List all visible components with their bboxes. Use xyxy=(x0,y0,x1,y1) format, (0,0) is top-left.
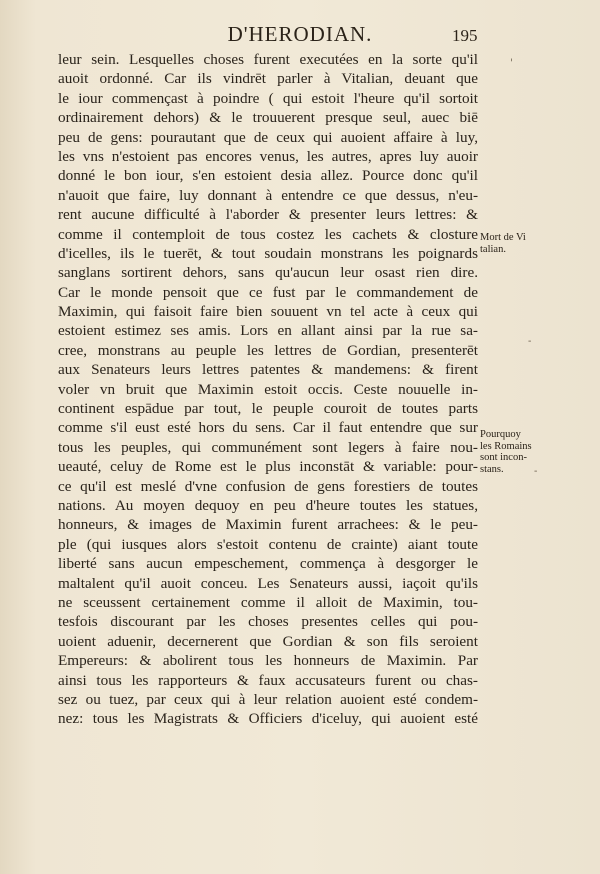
text-line: Empereurs: & abolirent tous les honneurs de Maximin. Par xyxy=(58,652,478,670)
text-line: nations. Au moyen dequoy en peu d'heure toutes les statues, xyxy=(58,496,478,514)
text-line: nez: tous les Magistrats & Officiers d'iceluy, qui auoient esté xyxy=(58,710,478,728)
text-line: liberté sans aucun empeschement, commença à desgorger le xyxy=(58,555,478,573)
margin-note-line: sont incon- xyxy=(480,452,527,463)
text-line: auoit ordonné. Car ils vindrēt parler à Vitalian, deuant que xyxy=(58,70,478,88)
margin-note-line: Mort de Vi xyxy=(480,232,526,243)
text-line: ple (qui iusques alors s'estoit contenu de crainte) aiant toute xyxy=(58,535,478,553)
text-line: cree, monstrans au peuple les lettres de Gordian, presenterēt xyxy=(58,341,478,359)
text-line: maltalent qu'il auoit conceu. Les Senateurs aussi, iaçoit qu'ils xyxy=(58,574,478,592)
margin-tick-mark: ' xyxy=(510,58,513,69)
text-line: ainsi tous les rapporteurs & faux accusateurs furent ou chas- xyxy=(58,671,478,689)
text-line: estoient estimez ses amis. Lors en allant ainsi par la rue sa- xyxy=(58,322,478,340)
text-line: ne sceussent certainement comme il alloit de Maximin, tou- xyxy=(58,593,478,611)
text-line: leur sein. Lesquelles choses furent executées en la sorte qu'il xyxy=(58,51,478,68)
margin-dash-mark: - xyxy=(534,466,538,477)
text-line: voler vn bruit que Maximin estoit occis. Ceste nouuelle in- xyxy=(58,380,478,398)
text-line: honneurs, & images de Maximin furent arrachees: & le peu- xyxy=(58,516,478,534)
text-line: comme il contemploit de tous costez les cachets & closture xyxy=(58,225,478,243)
text-line: aux Senateurs leurs lettres patentes & mandemens: & firent xyxy=(58,361,478,379)
text-line: Maximin, qui faisoit faire bien souuent vn tel acte à ceux qui xyxy=(58,303,478,321)
text-line: donné le bon iour, s'en estoient desia allez. Pource donc qu'il xyxy=(58,167,478,185)
text-line: Car le monde pensoit que ce fust par le commandement de xyxy=(58,283,478,301)
margin-note-death-of-vitalian xyxy=(480,232,540,255)
text-line: sez ou tuez, par ceux qui à leur relation auoient esté condem- xyxy=(58,690,478,708)
running-header: D'HERODIAN. xyxy=(227,22,373,46)
text-line: peu de gens: pourautant que de ceux qui auoient affaire à luy, xyxy=(58,128,478,146)
text-line: tous les peuples, qui communément sont legers à faire nou- xyxy=(58,438,478,456)
text-line: n'auoit que faire, luy donnant à entendre ce que dessus, n'eu- xyxy=(58,186,478,204)
text-line: ordinairement dehors) & le trouuerent presque seul, auec biē xyxy=(58,109,478,127)
text-line: uoient aduenir, decernerent que Gordian & son fils seroient xyxy=(58,632,478,650)
body-text xyxy=(58,50,478,729)
text-line: d'icelles, ils le tuerēt, & tout soudain monstrans les poignards xyxy=(58,244,478,262)
text-line: ce qu'il est meslé d'vne confusion de gens forestiers de toutes xyxy=(58,477,478,495)
margin-note-line: talian. xyxy=(480,243,506,255)
margin-note-line: Pourquoy xyxy=(480,429,521,440)
margin-note-roman-inconstancy xyxy=(480,429,540,475)
text-line: comme s'il eust esté hors du sens. Car il faut entendre que sur xyxy=(58,419,478,437)
text-line: continent espādue par tout, le peuple couroit de toutes parts xyxy=(58,400,478,418)
text-line: tesfois discourant par les choses presentes celles qui pou- xyxy=(58,613,478,631)
margin-note-line: les Romains xyxy=(480,440,532,452)
margin-dash-mark: - xyxy=(528,336,532,347)
text-line: les vns n'estoient pas encores venus, les autres, apres luy auoir xyxy=(58,147,478,165)
text-line: sanglans sortirent dehors, sans qu'aucun leur osast rien dire. xyxy=(58,264,478,282)
text-line: le iour commençast à poindre ( qui estoit l'heure qu'il sortoit xyxy=(58,89,478,107)
margin-note-line: stans. xyxy=(480,463,504,475)
text-line: rent aucune difficulté à l'aborder & presenter leurs lettres: & xyxy=(58,206,478,224)
page-number: 195 xyxy=(452,26,478,45)
text-line: ueauté, celuy de Rome est le plus inconstāt & variable: pour- xyxy=(58,458,478,476)
